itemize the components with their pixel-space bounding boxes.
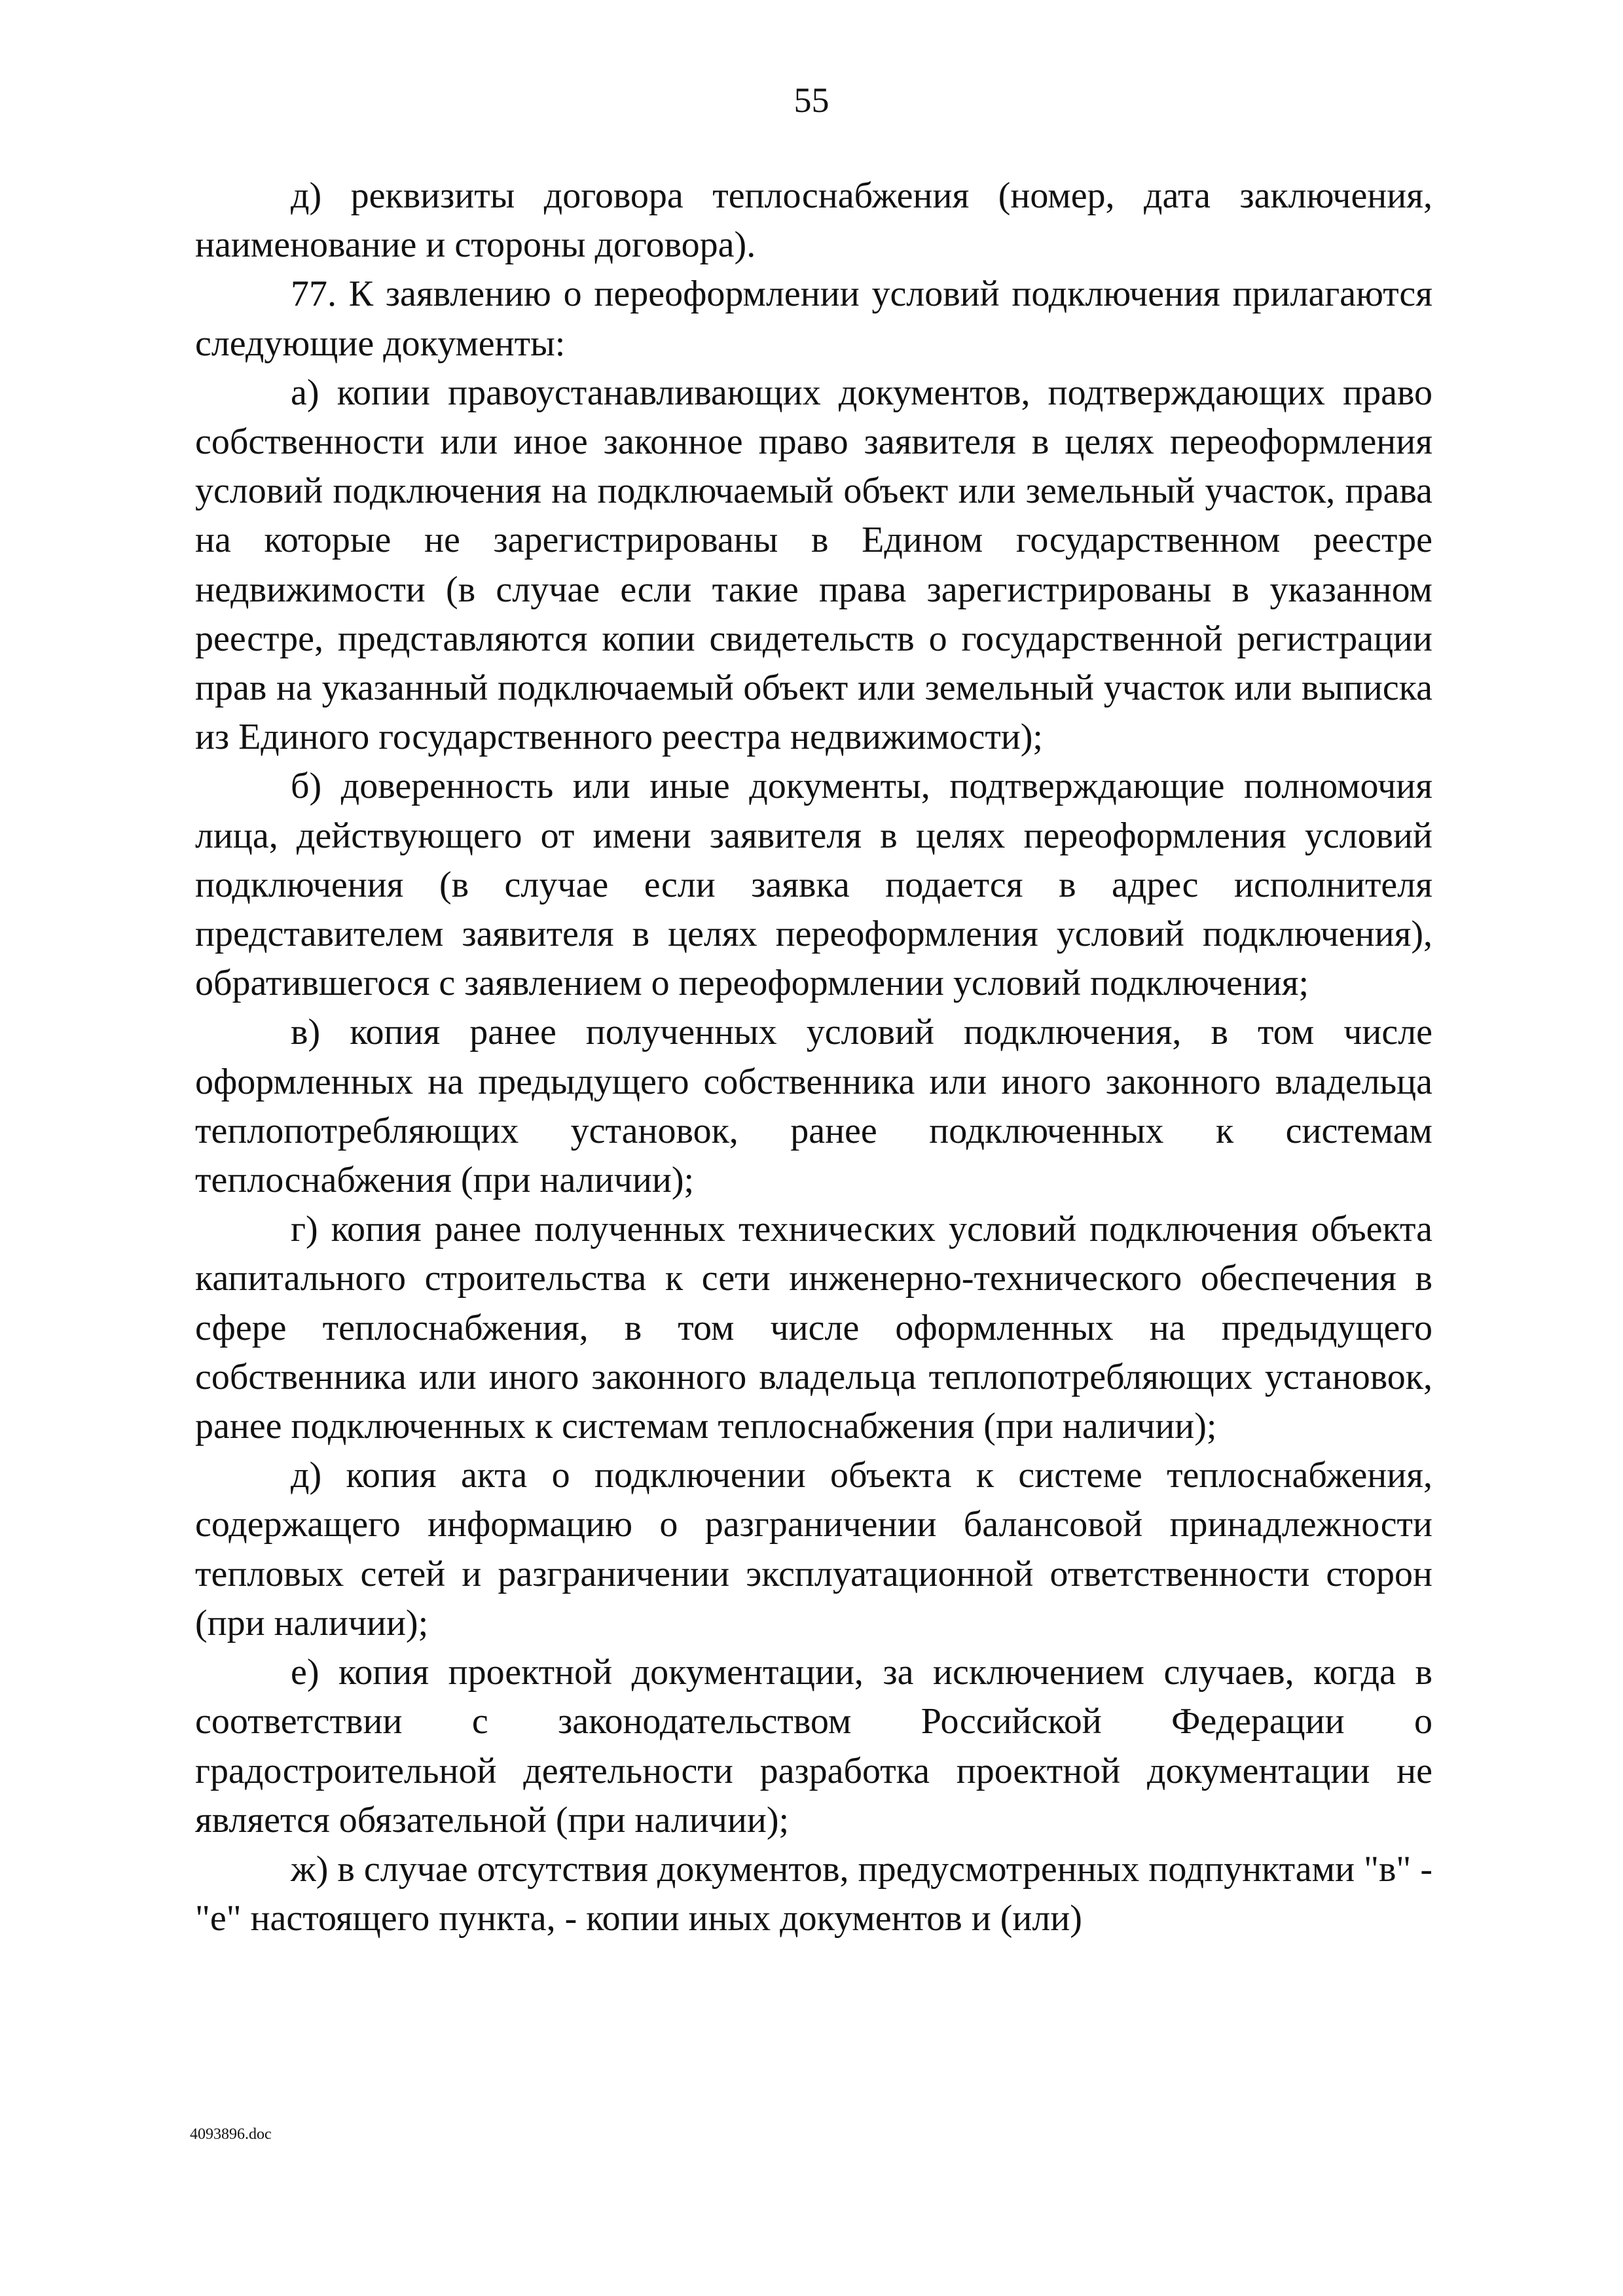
paragraph-d-requisites: д) реквизиты договора теплоснабжения (номер, дата заключения, наименование и стороны договора). xyxy=(195,175,1432,266)
paragraph-b-power-of-attorney: б) доверенность или иные документы, подтверждающие полномочия лица, действующего от имени заявителя в целях переоформления условий подключения (в случае если заявка подается в адрес исполнителя представителем заявителя в целях переоформления условий подключения), обратившегося с заявлением о переоформлении условий подключения; xyxy=(195,766,1432,1004)
document-body xyxy=(195,171,1432,1943)
paragraph-zh-other-documents: ж) в случае отсутствия документов, предусмотренных подпунктами "в" - "е" настоящего пункта, - копии иных документов и (или) xyxy=(195,1848,1432,1939)
paragraph-d-connection-act: д) копия акта о подключении объекта к системе теплоснабжения, содержащего информацию о разграничении балансовой принадлежности тепловых сетей и разграничении эксплуатационной ответственности сторон (при наличии); xyxy=(195,1455,1432,1643)
paragraph-g-technical-conditions: г) копия ранее полученных технических условий подключения объекта капитального строительства к сети инженерно-технического обеспечения в сфере теплоснабжения, в том числе оформленных на предыдущего собственника или иного законного владельца теплопотребляющих установок, ранее подключенных к системам теплоснабжения (при наличии); xyxy=(195,1209,1432,1447)
paragraph-v-connection-conditions: в) копия ранее полученных условий подключения, в том числе оформленных на предыдущего собственника или иного законного владельца теплопотребляющих установок, ранее подключенных к системам теплоснабжения (при наличии); xyxy=(195,1012,1432,1201)
paragraph-77-intro: 77. К заявлению о переоформлении условий подключения прилагаются следующие документы: xyxy=(195,274,1432,364)
paragraph-a-title-documents: а) копии правоустанавливающих документов, подтверждающих право собственности или иное законное право заявителя в целях переоформления условий подключения на подключаемый объект или земельный участок, права на которые не зарегистрированы в Едином государственном реестре недвижимости (в случае если такие права зарегистрированы в указанном реестре, представляются копии свидетельств о государственной регистрации прав на указанный подключаемый объект или земельный участок или выписка из Единого государственного реестра недвижимости); xyxy=(195,372,1432,758)
paragraph-e-project-documentation: е) копия проектной документации, за исключением случаев, когда в соответствии с законодательством Российской Федерации о градостроительной деятельности разработка проектной документации не является обязательной (при наличии); xyxy=(195,1652,1432,1840)
document-file-code: 4093896.doc xyxy=(190,2126,272,2143)
page-number: 55 xyxy=(793,81,830,120)
